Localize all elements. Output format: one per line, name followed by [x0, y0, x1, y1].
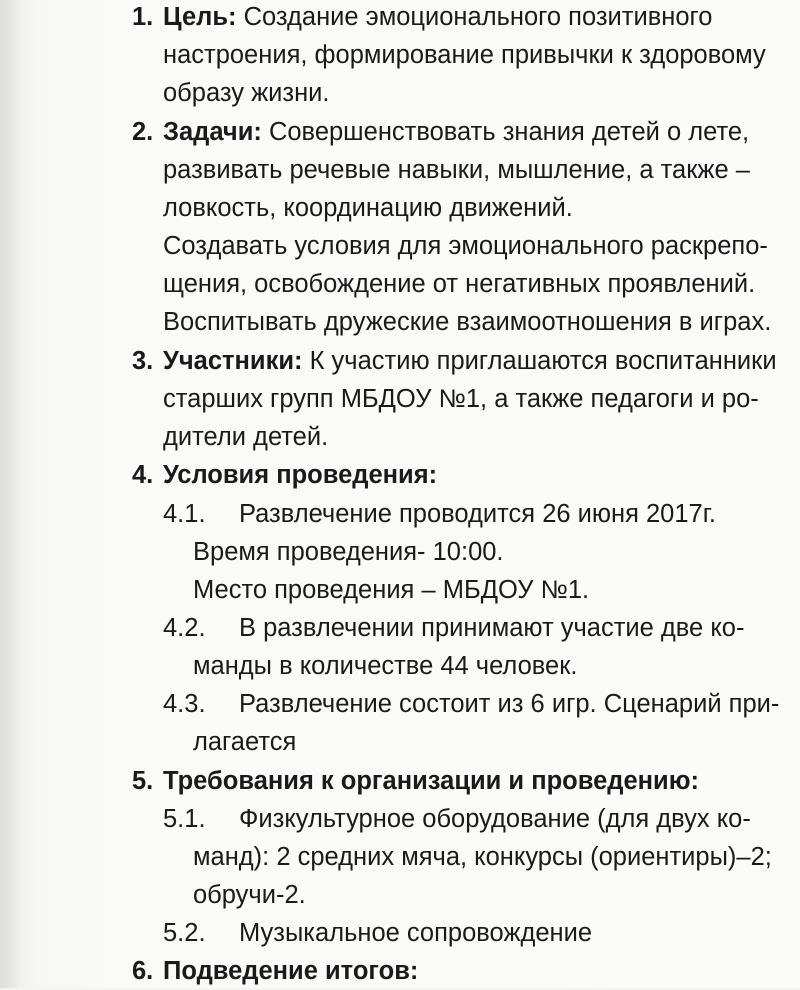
subitem-number: 4.2.	[163, 614, 206, 642]
subitem-text-line: лагается	[193, 728, 297, 756]
item-number: 3.	[132, 347, 154, 375]
item-label: Задачи:	[163, 118, 262, 146]
subitem-number: 4.3.	[163, 690, 206, 718]
subitem-text-line: Время проведения- 10:00.	[193, 538, 504, 566]
item-first-line	[163, 0, 712, 36]
subitem-number: 5.1.	[163, 805, 206, 833]
item-label: Требования к организации и проведению:	[163, 767, 699, 795]
item-text: Создание эмоционального позитивного	[236, 3, 713, 31]
subitem-text-line: Развлечение проводится 26 июня 2017г.	[239, 500, 716, 528]
subitem-text-line: манды в количестве 44 человек.	[193, 652, 578, 680]
item-text-line: щения, освобождение от негативных проявлений.	[163, 270, 756, 298]
item-text-line: Воспитывать дружеские взаимоотношения в играх.	[163, 308, 772, 336]
subitem-number: 4.1.	[163, 500, 206, 528]
item-first-line	[163, 342, 777, 380]
item-number: 4.	[132, 461, 154, 489]
item-label: Участники:	[163, 347, 303, 375]
subitem-text-line: В развлечении принимают участие две ко-	[239, 614, 745, 642]
subitem-text-line: Развлечение состоит из 6 игр. Сценарий при-	[239, 690, 780, 718]
item-text-line: развивать речевые навыки, мышление, а также –	[163, 156, 750, 184]
item-text: К участию приглашаются воспитанники	[302, 347, 777, 375]
subitem-text-line: манд): 2 средних мяча, конкурсы (ориентиры)–2;	[193, 843, 772, 871]
item-text-line: настроения, формирование привычки к здоровому	[163, 41, 766, 69]
subitem-number: 5.2.	[163, 919, 206, 947]
item-number: 6.	[132, 957, 154, 985]
subitem-text-line: обручи-2.	[193, 881, 306, 909]
item-number: 5.	[132, 767, 154, 795]
item-text-line: ловкость, координацию движений.	[163, 194, 573, 222]
item-label: Условия проведения:	[163, 461, 438, 489]
subitem-text-line: Физкультурное оборудование (для двух ко-	[239, 805, 751, 833]
item-text-line: дители детей.	[163, 423, 329, 451]
item-number: 1.	[132, 3, 154, 31]
item-text-line: старших групп МБДОУ №1, а также педагоги и ро-	[163, 385, 759, 413]
subitem-text-line: Музыкальное сопровождение	[239, 919, 593, 947]
item-label: Подведение итогов:	[163, 957, 419, 985]
subitem-text-line: Место проведения – МБДОУ №1.	[193, 576, 590, 604]
item-text: Совершенствовать знания детей о лете,	[261, 118, 750, 146]
item-text-line: Создавать условия для эмоционального раскрепо-	[163, 232, 768, 260]
item-label: Цель:	[163, 3, 237, 31]
item-first-line	[163, 113, 749, 151]
item-number: 2.	[132, 118, 154, 146]
item-text-line: образу жизни.	[163, 79, 330, 107]
page-edge-shadow	[0, 0, 18, 988]
